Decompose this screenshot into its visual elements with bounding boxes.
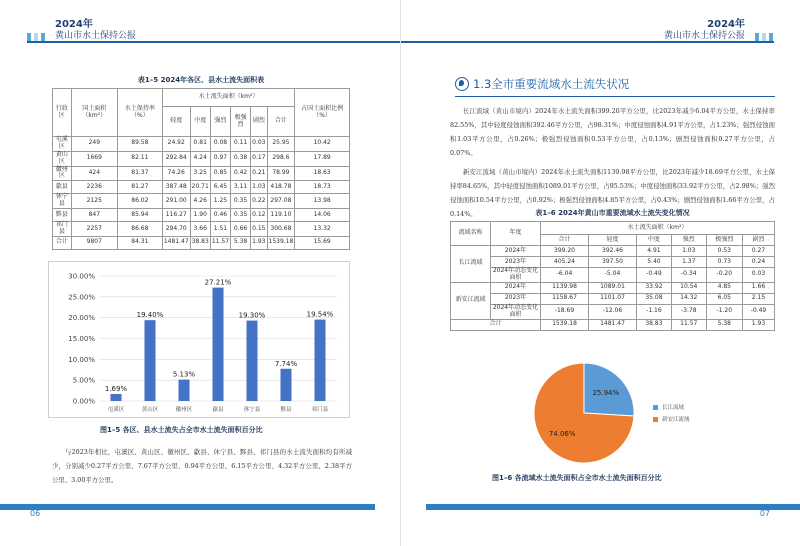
figure1-caption: 图1–5 各区、县水土流失占全市水土流失面积百分比 [100,426,263,434]
table-cell: 3.66 [190,222,210,237]
col-moderate: 中度 [637,235,672,246]
table-cell: 81.27 [117,181,162,194]
footer-bar [426,504,800,510]
table-cell: -0.20 [706,268,742,283]
col-year: 年度 [491,222,541,246]
x-tick-label: 黄山区 [141,407,159,413]
table-cell: 11.57 [210,236,230,249]
table-cell: 0.24 [742,257,774,268]
table-cell: 847 [71,209,117,222]
table-cell: 屯溪区 [53,137,72,152]
table-cell: 9807 [71,236,117,249]
table-cell: 74.26 [162,166,190,181]
table1-body [53,137,350,250]
pie-data-label: 74.06% [548,430,576,439]
table-cell: 89.58 [117,137,162,152]
district-erosion-table [52,88,350,250]
table-cell: 祁门县 [53,222,72,237]
table-cell: 1481.47 [162,236,190,249]
data-label: 1.69% [104,384,128,393]
table-cell: 14.32 [671,293,706,304]
bar [281,369,292,401]
table-cell: 1539.18 [267,236,295,249]
y-tick-label: 5.00% [72,376,95,385]
bar [179,380,190,401]
table-cell: 0.73 [706,257,742,268]
table-cell: 4.24 [190,151,210,166]
col-land-area: 国土面积（km²） [71,89,117,137]
table-cell: -0.49 [742,304,774,319]
table-cell: 2125 [71,194,117,209]
bar [315,320,326,401]
table-row [451,293,775,304]
table-cell: 85.94 [117,209,162,222]
table-cell: 2024年动态变化面积 [491,304,541,319]
table-cell: 2236 [71,181,117,194]
table-cell: 14.06 [295,209,350,222]
table-cell: 0.15 [251,222,267,237]
col-basin: 流域名称 [451,222,491,246]
col-extreme-intense: 极强烈 [706,235,742,246]
table-row [53,166,350,181]
table-cell: 6.45 [210,181,230,194]
y-tick-label: 20.00% [68,314,95,323]
table-cell: 116.27 [162,209,190,222]
table-cell: 86.68 [117,222,162,237]
table-cell: 392.46 [589,246,637,257]
table-cell: 297.08 [267,194,295,209]
table-cell: 17.89 [295,151,350,166]
col-intense: 强烈 [671,235,706,246]
section-heading [455,76,629,92]
col-mild: 轻度 [162,107,190,137]
table-cell: 18.63 [295,166,350,181]
table-cell: 418.78 [267,181,295,194]
header-rule [27,41,400,43]
table-cell: 1.03 [251,181,267,194]
col-mild: 轻度 [589,235,637,246]
y-tick-label: 30.00% [68,272,95,281]
table-cell: 1.93 [251,236,267,249]
table-cell: -18.69 [541,304,589,319]
y-tick-label: 15.00% [68,335,95,343]
table-cell: 3.11 [231,181,251,194]
table-row [451,304,775,319]
table-cell: 38.83 [190,236,210,249]
table-cell: 399.20 [541,246,589,257]
table-cell: 4.85 [706,282,742,293]
x-tick-label: 歙县 [212,407,224,413]
pie-data-label: 25.94% [592,388,620,397]
table-cell: 3.25 [190,166,210,181]
table-cell: 10.42 [295,137,350,152]
col-extreme-intense: 极强烈 [231,107,251,137]
table-cell: 0.11 [231,137,251,152]
bar [213,288,224,401]
x-tick-label: 祁门县 [311,407,329,413]
table-cell: 424 [71,166,117,181]
table-cell: 1.03 [671,246,706,257]
table-cell: 1481.47 [589,319,637,330]
table-cell: 18.73 [295,181,350,194]
table-cell: -6.04 [541,268,589,283]
table-cell: 300.68 [267,222,295,237]
table-cell: 405.24 [541,257,589,268]
bar [247,321,258,401]
table-cell: 81.37 [117,166,162,181]
x-tick-label: 屯溪区 [107,407,125,413]
basin-erosion-table [450,221,775,331]
col-erosion-area: 水土流失面积（km²） [541,222,775,235]
table-cell: 15.69 [295,236,350,249]
table-row [53,236,350,249]
header-title: 黄山市水土保持公报 [55,31,137,41]
table-cell: -0.34 [671,268,706,283]
table-cell: 0.27 [742,246,774,257]
table-cell: 291.00 [162,194,190,209]
data-label: 19.54% [306,310,334,319]
table-cell: 2023年 [491,257,541,268]
table-cell: 0.97 [210,151,230,166]
page-number: 07 [759,509,770,518]
x-tick-label: 徽州区 [175,407,193,413]
data-label: 5.13% [172,370,196,379]
table-cell: 5.38 [706,319,742,330]
bar-chart-svg [49,262,349,417]
col-intense: 强烈 [210,107,230,137]
district-bar-chart [48,261,350,418]
header-year: 2024年 [55,19,93,30]
table-cell: 20.71 [190,181,210,194]
header-title: 黄山市水土保持公报 [663,31,745,41]
table-cell: 84.31 [117,236,162,249]
table-cell: 0.17 [251,151,267,166]
table-row [53,137,350,152]
table-cell: 0.35 [231,209,251,222]
table-row [451,282,775,293]
data-label: 19.30% [238,311,266,320]
col-share: 占国土面积比例（%） [295,89,350,137]
page-number: 06 [30,509,41,518]
legend-swatch [653,417,658,422]
right-paragraph-2: 新安江流域（黄山市境内）2024年水土流失面积1139.98平方公里，比2023年减少18.69平方公里，水土保持率84.65%，其中轻度侵蚀面积1089.01平方公里，占95.53%；中度侵蚀面积33.92平方公里，占2.98%；强烈侵蚀面积10.54平方公里，占0.92%；极强烈侵蚀面积4.85平方公里，占0.43%；剧烈侵蚀面积1.66平方公里，占0.14%。 [450,168,775,218]
table-row [53,222,350,237]
table-cell: 1.90 [190,209,210,222]
table-cell: 1101.07 [589,293,637,304]
table-cell: -1.20 [706,304,742,319]
table-cell: 合计 [53,236,72,249]
bar [111,394,122,401]
table-cell: 249 [71,137,117,152]
table-cell: -12.06 [589,304,637,319]
right-paragraph-1: 长江流域（黄山市境内）2024年水土流失面积399.20平方公里，比2023年减少6.04平方公里，水土保持率82.55%，其中轻度侵蚀面积392.46平方公里，占98.31%；中度侵蚀面积4.91平方公里，占1.23%；强烈侵蚀面积1.03平方公里，占0.26%；极强烈侵蚀面积0.53平方公里，占0.13%；剧烈侵蚀面积0.27平方公里，占0.07%。 [450,107,775,157]
legend-swatch [653,405,658,410]
table-cell: 11.57 [671,319,706,330]
bar [145,320,156,401]
table-cell: 0.42 [231,166,251,181]
table-cell: 1.66 [742,282,774,293]
table-cell: 黄山区 [53,151,72,166]
legend-item [653,415,690,423]
table-cell: 86.02 [117,194,162,209]
table-cell: 2024年动态变化面积 [491,268,541,283]
table-cell: 298.6 [267,151,295,166]
table-cell: 休宁县 [53,194,72,209]
table-cell: 0.81 [190,137,210,152]
table2-body [451,246,775,331]
legend-label: 新安江流域 [662,417,690,423]
data-label: 27.21% [204,278,232,287]
table-cell: 2023年 [491,293,541,304]
pie-legend [653,403,690,427]
section-title: 1.3全市重要流域水土流失状况 [473,77,630,91]
table-cell: 78.99 [267,166,295,181]
table-cell: 2.15 [742,293,774,304]
table-cell: 0.38 [231,151,251,166]
table-cell: 119.10 [267,209,295,222]
col-district: 行政区 [53,89,72,137]
table-cell: -1.16 [637,304,672,319]
water-drop-icon [455,77,469,91]
table-cell: 82.11 [117,151,162,166]
col-severe: 剧烈 [742,235,774,246]
table-cell: 4.91 [637,246,672,257]
table-cell: 1.51 [210,222,230,237]
legend-label: 长江流域 [662,405,685,411]
col-erosion-area: 水土流失面积（km²） [162,89,294,107]
table-cell: 1089.01 [589,282,637,293]
data-label: 19.40% [136,311,164,320]
table-cell: 徽州区 [53,166,72,181]
col-total: 合计 [541,235,589,246]
x-tick-label: 黟县 [280,407,292,413]
table-row [53,209,350,222]
table-cell: 10.54 [671,282,706,293]
legend-item [653,403,690,411]
y-tick-label: 10.00% [68,355,95,364]
col-severe: 剧烈 [251,107,267,137]
table-row [451,246,775,257]
table-cell: 2024年 [491,282,541,293]
table-cell: 4.26 [190,194,210,209]
table-row [451,268,775,283]
table-row [451,257,775,268]
table2-title: 表1–6 2024年黄山市重要流域水土流失变化情况 [535,209,690,217]
table-cell: 歙县 [53,181,72,194]
table-cell: 294.70 [162,222,190,237]
table-cell: 0.35 [231,194,251,209]
table-cell: 1158.67 [541,293,589,304]
figure2-caption: 图1–6 各流域水土流失面积占全市水土流失面积百分比 [492,474,662,482]
basin-pie-chart [520,358,648,468]
table-cell: 1139.98 [541,282,589,293]
table-cell: 0.22 [251,194,267,209]
table-cell: -5.04 [589,268,637,283]
table-cell: 5.38 [231,236,251,249]
left-paragraph: 与2023年相比，屯溪区、黄山区、徽州区、歙县、休宁县、黟县、祁门县的水土流失面积均有所减少，分别减少0.27平方公里、7.67平方公里、0.94平方公里、6.15平方公里、4.32平方公里、2.38平方公里、3.00平方公里。 [52,448,352,484]
table-cell: 1669 [71,151,117,166]
table-cell: 33.92 [637,282,672,293]
table-cell: 1539.18 [541,319,589,330]
table-row [53,194,350,209]
y-tick-label: 25.00% [68,293,95,302]
table-cell: 1.25 [210,194,230,209]
table-cell: 长江流域 [451,246,491,283]
header-year: 2024年 [707,19,745,30]
x-tick-label: 休宁县 [243,407,261,413]
table-cell: 24.92 [162,137,190,152]
table-cell: 38.83 [637,319,672,330]
table-cell: 5.40 [637,257,672,268]
table-cell: 13.32 [295,222,350,237]
table-cell: 1.93 [742,319,774,330]
table-cell: 0.85 [210,166,230,181]
table-row [53,151,350,166]
table-cell: 0.21 [251,166,267,181]
table-cell: 13.98 [295,194,350,209]
table-cell: 35.08 [637,293,672,304]
table-cell: -3.78 [671,304,706,319]
table-cell: 0.03 [251,137,267,152]
col-retention-rate: 水土保持率（%） [117,89,162,137]
table-cell: -0.49 [637,268,672,283]
table-row [53,181,350,194]
table-cell: 0.12 [251,209,267,222]
col-moderate: 中度 [190,107,210,137]
table-cell: 387.48 [162,181,190,194]
table-cell: 292.84 [162,151,190,166]
table1-title: 表1–5 2024年各区、县水土流失面积表 [137,76,265,84]
table-cell: 0.53 [706,246,742,257]
table-row [451,319,775,330]
table-cell: 0.03 [742,268,774,283]
y-tick-label: 0.00% [72,397,95,406]
table-cell: 黟县 [53,209,72,222]
table-cell: 合计 [451,319,541,330]
table-cell: 0.08 [210,137,230,152]
col-total: 合计 [267,107,295,137]
table-cell: 0.46 [210,209,230,222]
table-cell: 1.37 [671,257,706,268]
header-rule [401,41,774,43]
table-cell: 新安江流域 [451,282,491,319]
table-cell: 2257 [71,222,117,237]
footer-bar [0,504,375,510]
section-rule [455,96,775,97]
table-cell: 6.05 [706,293,742,304]
data-label: 7.74% [274,359,298,368]
table-cell: 25.95 [267,137,295,152]
table-cell: 2024年 [491,246,541,257]
table-cell: 0.66 [231,222,251,237]
table-cell: 397.50 [589,257,637,268]
